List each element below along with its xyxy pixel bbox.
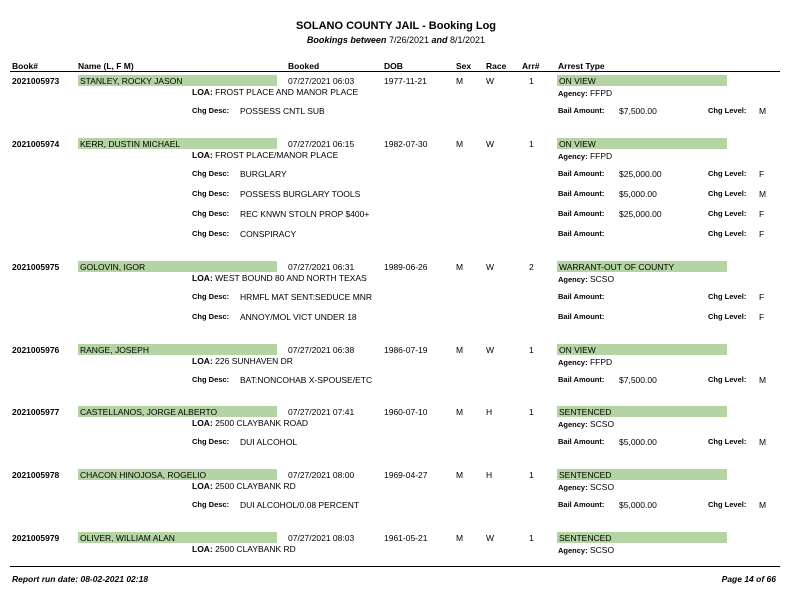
charge-level: M: [759, 375, 767, 385]
chg-level-label: Chg Level:: [708, 106, 747, 115]
chg-desc-label: Chg Desc:: [192, 437, 230, 446]
charge-row: [0, 106, 792, 116]
location-of-arrest: [192, 418, 308, 428]
chg-desc-label: Chg Desc:: [192, 500, 230, 509]
loa-label: LOA:: [192, 356, 213, 366]
arrest-count: 1: [529, 533, 534, 543]
bail-amount-label: Bail Amount:: [558, 375, 605, 384]
charge-description: BURGLARY: [240, 169, 287, 179]
charge-description: CONSPIRACY: [240, 229, 297, 239]
inmate-name: OLIVER, WILLIAM ALAN: [80, 533, 175, 543]
location-of-arrest: [192, 273, 367, 283]
charge-row: [0, 292, 792, 302]
arrest-type: SENTENCED: [559, 407, 612, 417]
chg-level-label: Chg Level:: [708, 437, 747, 446]
charge-description: REC KNWN STOLN PROP $400+: [240, 209, 370, 219]
name-highlight: [78, 532, 277, 543]
charge-row: [0, 209, 792, 219]
loa-value: 2500 CLAYBANK RD: [215, 481, 296, 491]
charge-description: POSSESS BURGLARY TOOLS: [240, 189, 361, 199]
loa-label: LOA:: [192, 87, 213, 97]
bail-amount-label: Bail Amount:: [558, 189, 605, 198]
agency-label: Agency:: [558, 420, 588, 429]
bail-amount-label: Bail Amount:: [558, 500, 605, 509]
agency-value: FFPD: [589, 357, 613, 367]
charge-level: F: [759, 169, 765, 179]
chg-level-label: Chg Level:: [708, 209, 747, 218]
agency-value: SCSO: [589, 482, 615, 492]
bail-amount: $7,500.00: [619, 106, 657, 116]
arrest-type-highlight: [557, 75, 727, 86]
chg-desc-label: Chg Desc:: [192, 292, 230, 301]
race-value: W: [486, 139, 495, 149]
booked-datetime: 07/27/2021 08:00: [288, 470, 355, 480]
booking-record: [0, 76, 792, 116]
bail-amount: $7,500.00: [619, 375, 657, 385]
bail-amount: $5,000.00: [619, 437, 657, 447]
column-header-arr: Arr#: [522, 61, 540, 71]
charge-row: [0, 312, 792, 322]
date-of-birth: 1977-11-21: [384, 76, 427, 86]
end-date: 8/1/2021: [450, 35, 486, 45]
race-value: H: [486, 470, 493, 480]
charge-level: M: [759, 437, 767, 447]
charge-level: F: [759, 312, 765, 322]
arrest-type-highlight: [557, 469, 727, 480]
loa-value: 226 SUNHAVEN DR: [215, 356, 293, 366]
footer-rule: [10, 566, 780, 567]
loa-value: 2500 CLAYBANK RD: [215, 544, 296, 554]
loa-value: 2500 CLAYBANK ROAD: [215, 418, 309, 428]
report-run-date: Report run date: 08-02-2021 02:18: [12, 574, 149, 584]
book-number: 2021005979: [12, 533, 60, 543]
charge-row: [0, 229, 792, 239]
date-of-birth: 1960-07-10: [384, 407, 428, 417]
location-of-arrest: [192, 87, 358, 97]
chg-level-label: Chg Level:: [708, 375, 747, 384]
date-of-birth: 1986-07-19: [384, 345, 428, 355]
charge-description: HRMFL MAT SENT:SEDUCE MNR: [240, 292, 373, 302]
booking-record: [0, 470, 792, 510]
subtitle-prefix: Bookings between: [306, 35, 387, 45]
arresting-agency: [558, 545, 614, 556]
agency-label: Agency:: [558, 546, 588, 555]
chg-desc-label: Chg Desc:: [192, 209, 230, 218]
charge-level: F: [759, 292, 765, 302]
agency-value: SCSO: [589, 545, 615, 555]
name-highlight: [78, 469, 277, 480]
chg-desc-label: Chg Desc:: [192, 312, 230, 321]
loa-label: LOA:: [192, 273, 213, 283]
charge-level: M: [759, 189, 767, 199]
chg-desc-label: Chg Desc:: [192, 169, 230, 178]
column-header-booked: Booked: [288, 61, 320, 71]
charge-description: DUI ALCOHOL/0.08 PERCENT: [240, 500, 360, 510]
bail-amount-label: Bail Amount:: [558, 169, 605, 178]
arrest-type-highlight: [557, 406, 727, 417]
arrest-type: WARRANT-OUT OF COUNTY: [559, 262, 675, 272]
arresting-agency: [558, 357, 612, 368]
booking-record: [0, 139, 792, 239]
booked-datetime: 07/27/2021 07:41: [288, 407, 355, 417]
name-highlight: [78, 261, 277, 272]
column-header-book: Book#: [12, 61, 38, 71]
agency-value: FFPD: [589, 88, 613, 98]
subtitle-and: and: [431, 35, 448, 45]
booked-datetime: 07/27/2021 08:03: [288, 533, 355, 543]
charge-row: [0, 437, 792, 447]
date-of-birth: 1982-07-30: [384, 139, 428, 149]
page-number: Page 14 of 66: [721, 574, 776, 584]
book-number: 2021005976: [12, 345, 60, 355]
arresting-agency: [558, 151, 612, 162]
book-number: 2021005975: [12, 262, 60, 272]
loa-label: LOA:: [192, 544, 213, 554]
charge-level: M: [759, 500, 767, 510]
arrest-count: 1: [529, 407, 534, 417]
race-value: W: [486, 76, 495, 86]
chg-desc-label: Chg Desc:: [192, 229, 230, 238]
sex-value: M: [456, 139, 464, 149]
charge-description: POSSESS CNTL SUB: [240, 106, 325, 116]
race-value: H: [486, 407, 493, 417]
loa-label: LOA:: [192, 418, 213, 428]
agency-value: SCSO: [589, 274, 615, 284]
bail-amount: $5,000.00: [619, 500, 657, 510]
booked-datetime: 07/27/2021 06:03: [288, 76, 355, 86]
bail-amount-label: Bail Amount:: [558, 209, 605, 218]
loa-value: FROST PLACE AND MANOR PLACE: [215, 87, 359, 97]
sex-value: M: [456, 407, 464, 417]
sex-value: M: [456, 470, 464, 480]
charge-row: [0, 189, 792, 199]
arrest-type: ON VIEW: [559, 139, 596, 149]
sex-value: M: [456, 345, 464, 355]
chg-level-label: Chg Level:: [708, 292, 747, 301]
charge-description: ANNOY/MOL VICT UNDER 18: [240, 312, 357, 322]
chg-level-label: Chg Level:: [708, 229, 747, 238]
date-of-birth: 1961-05-21: [384, 533, 428, 543]
race-value: W: [486, 262, 495, 272]
report-title: SOLANO COUNTY JAIL - Booking Log: [295, 20, 497, 32]
location-of-arrest: [192, 481, 296, 491]
inmate-name: STANLEY, ROCKY JASON: [80, 76, 183, 86]
charge-level: F: [759, 229, 765, 239]
chg-desc-label: Chg Desc:: [192, 189, 230, 198]
column-header-dob: DOB: [384, 61, 403, 71]
bail-amount-label: Bail Amount:: [558, 106, 605, 115]
loa-value: WEST BOUND 80 AND NORTH TEXAS: [215, 273, 367, 283]
bail-amount: $25,000.00: [619, 209, 662, 219]
loa-value: FROST PLACE/MANOR PLACE: [215, 150, 339, 160]
agency-value: FFPD: [589, 151, 613, 161]
arrest-type: SENTENCED: [559, 470, 612, 480]
date-of-birth: 1989-06-26: [384, 262, 428, 272]
chg-level-label: Chg Level:: [708, 169, 747, 178]
bail-amount-label: Bail Amount:: [558, 312, 605, 321]
arrest-type-highlight: [557, 344, 727, 355]
column-header-arrest-type: Arrest Type: [558, 61, 605, 71]
date-of-birth: 1969-04-27: [384, 470, 428, 480]
bail-amount: $25,000.00: [619, 169, 662, 179]
chg-level-label: Chg Level:: [708, 189, 747, 198]
column-header-sex: Sex: [456, 61, 472, 71]
arrest-type: ON VIEW: [559, 345, 596, 355]
arresting-agency: [558, 274, 614, 285]
charge-description: DUI ALCOHOL: [240, 437, 298, 447]
booked-datetime: 07/27/2021 06:31: [288, 262, 355, 272]
arrest-type-highlight: [557, 138, 727, 149]
inmate-name: GOLOVIN, IGOR: [80, 262, 146, 272]
chg-desc-label: Chg Desc:: [192, 106, 230, 115]
book-number: 2021005977: [12, 407, 60, 417]
bail-amount: $5,000.00: [619, 189, 657, 199]
charge-level: M: [759, 106, 767, 116]
agency-label: Agency:: [558, 152, 588, 161]
charge-row: [0, 169, 792, 179]
column-header-name: Name (L, F M): [78, 61, 134, 71]
sex-value: M: [456, 76, 464, 86]
chg-desc-label: Chg Desc:: [192, 375, 230, 384]
bail-amount-label: Bail Amount:: [558, 437, 605, 446]
sex-value: M: [456, 262, 464, 272]
arrest-count: 1: [529, 76, 534, 86]
booked-datetime: 07/27/2021 06:15: [288, 139, 355, 149]
inmate-name: KERR, DUSTIN MICHAEL: [80, 139, 181, 149]
agency-label: Agency:: [558, 358, 588, 367]
inmate-name: CASTELLANOS, JORGE ALBERTO: [80, 407, 218, 417]
agency-label: Agency:: [558, 89, 588, 98]
name-highlight: [78, 138, 277, 149]
location-of-arrest: [192, 356, 293, 366]
agency-value: SCSO: [589, 419, 615, 429]
arrest-count: 1: [529, 139, 534, 149]
inmate-name: CHACON HINOJOSA, ROGELIO: [80, 470, 207, 480]
agency-label: Agency:: [558, 483, 588, 492]
race-value: W: [486, 533, 495, 543]
arrest-count: 1: [529, 345, 534, 355]
race-value: W: [486, 345, 495, 355]
charge-row: [0, 375, 792, 385]
charge-level: F: [759, 209, 765, 219]
arresting-agency: [558, 88, 612, 99]
location-of-arrest: [192, 544, 296, 554]
bail-amount-label: Bail Amount:: [558, 292, 605, 301]
inmate-name: RANGE, JOSEPH: [80, 345, 149, 355]
book-number: 2021005974: [12, 139, 60, 149]
name-highlight: [78, 344, 277, 355]
column-header-race: Race: [486, 61, 507, 71]
arrest-type-highlight: [557, 261, 727, 272]
booked-datetime: 07/27/2021 06:38: [288, 345, 355, 355]
booking-record: [0, 407, 792, 447]
location-of-arrest: [192, 150, 338, 160]
loa-label: LOA:: [192, 150, 213, 160]
arrest-type-highlight: [557, 532, 727, 543]
name-highlight: [78, 75, 277, 86]
book-number: 2021005973: [12, 76, 60, 86]
booking-record: [0, 262, 792, 322]
chg-level-label: Chg Level:: [708, 500, 747, 509]
arrest-count: 1: [529, 470, 534, 480]
start-date: 7/26/2021: [388, 35, 429, 45]
arrest-type: SENTENCED: [559, 533, 612, 543]
arresting-agency: [558, 419, 614, 430]
sex-value: M: [456, 533, 464, 543]
agency-label: Agency:: [558, 275, 588, 284]
charge-description: BAT:NONCOHAB X-SPOUSE/ETC: [240, 375, 373, 385]
charge-row: [0, 500, 792, 510]
book-number: 2021005978: [12, 470, 60, 480]
arrest-type: ON VIEW: [559, 76, 596, 86]
arresting-agency: [558, 482, 614, 493]
chg-level-label: Chg Level:: [708, 312, 747, 321]
loa-label: LOA:: [192, 481, 213, 491]
name-highlight: [78, 406, 277, 417]
bail-amount-label: Bail Amount:: [558, 229, 605, 238]
booking-record: [0, 345, 792, 385]
booking-record: [0, 533, 792, 555]
arrest-count: 2: [529, 262, 534, 272]
